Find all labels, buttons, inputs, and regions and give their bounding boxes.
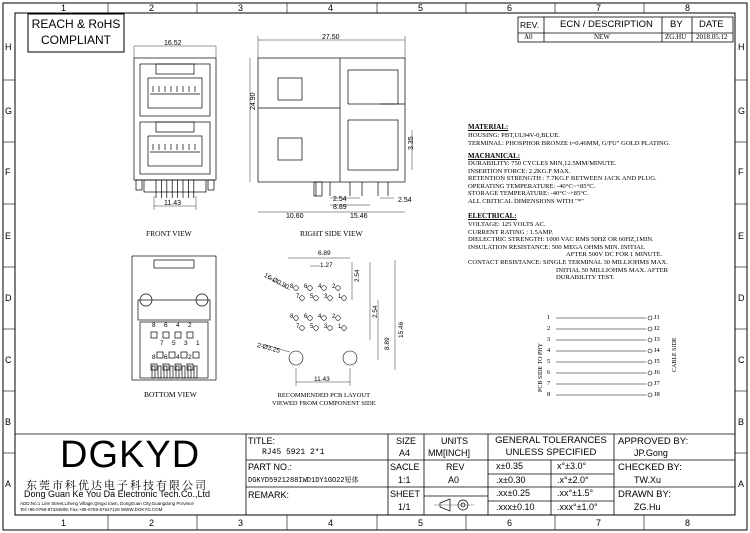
- dim-side-right: 3.35: [408, 136, 415, 150]
- shield-tab: [136, 180, 142, 190]
- bottom-pin-number: 1: [196, 340, 200, 347]
- zone-row-label: A: [5, 479, 12, 489]
- ecn-header: ECN / DESCRIPTION: [560, 19, 653, 30]
- zone-column-label: 5: [418, 3, 424, 13]
- zone-row-label: H: [5, 42, 12, 52]
- bottom-pad: [187, 332, 193, 338]
- dim-side-c: 2.54: [398, 197, 412, 204]
- zone-column-label: 4: [328, 518, 334, 528]
- schematic-pin-right: J3: [654, 336, 660, 343]
- pcb-hole: [308, 286, 313, 291]
- pcb-hole: [300, 296, 305, 301]
- schematic-node: [648, 316, 652, 320]
- schematic-node: [648, 349, 652, 353]
- schematic-pin-left: 8: [547, 391, 551, 398]
- zone-row-label: A: [738, 479, 745, 489]
- spec-line: TERMINAL: PHOSPHOR BRONZE t=0.46MM, G/FU" GOLD PLATING.: [468, 139, 671, 147]
- bottom-lead: [188, 366, 191, 378]
- spec-line: INITIAL 50 MILLIOHMS MAX. AFTER: [556, 266, 669, 274]
- pcb-pin-number: 8: [290, 284, 294, 290]
- schematic-pin-right: J1: [654, 314, 660, 321]
- spec-line: CURRENT RATING : 1.5AMP.: [468, 228, 554, 236]
- company-name-en: Dong Guan Ke You Da Electronic Tech.Co.,Ltd: [24, 489, 210, 499]
- zone-row-label: D: [5, 293, 12, 303]
- tolerance-angular: x°±3.0°: [557, 461, 587, 471]
- bottom-lead: [158, 366, 161, 378]
- spec-line: RETENTION STRENGTH : 7.7KG.F BETWEEN JACK AND PLUG.: [468, 175, 657, 183]
- pcb-pin-number: 6: [304, 284, 308, 290]
- sheet-value: 1/1: [398, 502, 411, 512]
- schematic-pin-right: J5: [654, 358, 660, 365]
- schematic-drawing: [556, 316, 652, 397]
- bottom-lead: [164, 366, 167, 378]
- pcb-hole: [328, 326, 333, 331]
- bottom-view-drawing: [132, 256, 216, 380]
- bottom-pad: [157, 352, 163, 358]
- zone-row-label: F: [5, 167, 11, 177]
- bottom-pin-number: 2: [188, 322, 192, 329]
- tolerances-title: GENERAL TOLERANCES UNLESS SPECIFIED: [495, 435, 607, 458]
- pcb-hole: [322, 316, 327, 321]
- drawn-label: DRAWN BY:: [618, 489, 671, 500]
- zone-row-label: F: [738, 167, 744, 177]
- spec-line: VOLTAGE: 125 VOLTS AC.: [468, 221, 546, 228]
- zone-row-label: B: [5, 417, 12, 427]
- tolerance-angular: .xxx°±1.0°: [557, 502, 598, 512]
- dim-pcb-top1: 6.89: [318, 250, 331, 257]
- bottom-pin-number: 6: [164, 322, 168, 329]
- pcb-pin-number: 5: [310, 324, 314, 330]
- pcb-pin-number: 4: [318, 284, 322, 290]
- schematic-pin-left: 3: [547, 336, 551, 343]
- schematic-pin-left: 1: [547, 314, 551, 321]
- zone-column-label: 2: [149, 3, 155, 13]
- bottom-lead: [176, 366, 179, 378]
- bottom-pin-number: 3: [184, 340, 188, 347]
- pcb-pin-number: 3: [324, 294, 328, 300]
- schematic-pin-right: J6: [654, 369, 660, 376]
- dim-side-height: 24.90: [250, 92, 257, 110]
- pcb-pin-number: 7: [296, 294, 300, 300]
- zone-column-label: 2: [149, 518, 155, 528]
- part-no-value: DGKYD5921288IWD1DY1GO22短体: [248, 477, 359, 485]
- checked-value: TW.Xu: [634, 475, 662, 485]
- zone-column-label: 4: [328, 3, 334, 13]
- schematic-pin-left: 7: [547, 380, 551, 387]
- pcb-pin-number: 5: [310, 294, 314, 300]
- spec-line: DURABILITY: 750 CYCLES MIN,12.5MM/MINUTE.: [468, 160, 617, 167]
- title-label: TITLE:: [248, 436, 276, 446]
- pcb-pin-number: 8: [290, 314, 294, 320]
- spec-line: INSERTION FORCE: 2.2KG.F MAX.: [468, 167, 571, 175]
- zone-column-label: 8: [685, 518, 691, 528]
- pcb-pin-number: 1: [338, 324, 342, 330]
- schematic-pin-left: 5: [547, 358, 551, 365]
- bottom-pin-number: 7: [160, 340, 164, 347]
- zone-row-label: C: [738, 355, 745, 365]
- pcb-hole: [322, 286, 327, 291]
- dim-front-bottom: 11.43: [164, 200, 181, 207]
- schematic-right-label: CABLE SIDE: [672, 337, 678, 372]
- pcb-pin-number: 1: [338, 294, 342, 300]
- dim-pcb-top2: 1.27: [320, 262, 333, 269]
- bottom-pad: [175, 332, 181, 338]
- zone-column-label: 3: [238, 3, 244, 13]
- spec-line: STORAGE TEMPERATURE: -40°C~+85°C.: [468, 190, 589, 198]
- zone-row-label: G: [5, 106, 13, 116]
- pcb-hole: [308, 316, 313, 321]
- bottom-lead: [170, 366, 173, 378]
- dim-pcb-right2: 2.54: [372, 305, 379, 318]
- bottom-pad: [163, 332, 169, 338]
- schematic-node: [648, 382, 652, 386]
- pcb-hole: [294, 286, 299, 291]
- dim-pcb-right1: 2.54: [354, 269, 361, 282]
- schematic-pin-left: 2: [547, 325, 551, 332]
- dim-pcb-holes-big: 2-Ø3.25: [256, 342, 281, 355]
- bottom-pin-number: 6: [164, 354, 168, 361]
- units-label: UNITS: [441, 436, 468, 446]
- zone-column-label: 6: [507, 3, 513, 13]
- spec-line: DIELECTRIC STRENGTH: 1000 VAC RMS 50HZ OR 60HZ,1MIN.: [468, 236, 654, 244]
- bottom-pad: [169, 352, 175, 358]
- pcb-hole: [336, 316, 341, 321]
- pcb-hole: [342, 326, 347, 331]
- ecn-value: NEW: [594, 33, 610, 41]
- pcb-pin-number: 7: [296, 324, 300, 330]
- schematic-node: [648, 338, 652, 342]
- spec-line: DURABILITY TEST.: [556, 274, 615, 282]
- post-peg: [314, 182, 322, 196]
- right-view-label: RIGHT SIDE VIEW: [300, 229, 363, 238]
- company-address: ADD:No.1 Lirie Street,Liheng Village,Qingxi town, DongGuan City,Guangdong Province: [20, 501, 194, 506]
- zone-row-label: E: [5, 231, 12, 241]
- tolerance-linear: x±0.35: [496, 461, 523, 471]
- zone-row-label: C: [5, 355, 12, 365]
- pcb-pin-number: 2: [332, 284, 336, 290]
- company-logo: DGKYD: [60, 434, 201, 476]
- tolerance-angular: .xx°±1.5°: [557, 488, 594, 498]
- schematic-pin-right: J7: [654, 380, 660, 387]
- bottom-pin-number: 4: [176, 322, 180, 329]
- spec-line: CONTACT RESISTANCE: SINGLE TERMINAL 30 MILLIOHMS MAX.: [468, 259, 668, 266]
- schematic-pin-right: J4: [654, 347, 660, 354]
- dim-pcb-bottom: 11.43: [314, 376, 330, 383]
- approved-label: APPROVED BY:: [618, 436, 689, 447]
- schematic-node: [648, 360, 652, 364]
- pcb-hole: [342, 296, 347, 301]
- zone-column-label: 5: [418, 518, 424, 528]
- tolerance-angular: .x°±2.0°: [557, 475, 589, 485]
- front-view-label: FRONT VIEW: [146, 229, 192, 238]
- right-side-view-drawing: [250, 36, 412, 212]
- zone-column-label: 3: [238, 518, 244, 528]
- schematic-pin-right: J8: [654, 391, 660, 398]
- rev-header: REV.: [520, 20, 540, 30]
- zone-column-label: 8: [685, 3, 691, 13]
- dim-side-d: 15.46: [350, 213, 368, 220]
- pcb-layout-label: RECOMMENDED PCB LAYOUT VIEWED FROM COMPONENT SIDE: [272, 392, 376, 407]
- bottom-pin-number: 8: [152, 354, 156, 361]
- dim-side-a: 2.54: [333, 196, 347, 203]
- dim-side-depth: 27.50: [322, 34, 340, 41]
- bottom-pad: [193, 352, 199, 358]
- title-value: RJ45 5921 2*1: [262, 448, 325, 457]
- pcb-pin-number: 6: [304, 314, 308, 320]
- pcb-hole: [314, 326, 319, 331]
- dim-pcb-holes-top: 16-Ø0.90: [262, 272, 290, 291]
- company-name-cn: 东莞市科优达电子科技有限公司: [26, 480, 208, 492]
- reach-compliance-text: REACH & RoHS COMPLIANT: [31, 17, 121, 47]
- date-value: 2018.05.12: [696, 33, 728, 41]
- bottom-pin-number: 2: [188, 354, 192, 361]
- bottom-pad: [151, 332, 157, 338]
- projection-symbol: [434, 499, 474, 511]
- schematic-node: [648, 393, 652, 397]
- company-contact: Tel:+86-0769-87334608; Fax:+86-0769-87647129 WWW.DGKYD.COM: [20, 507, 163, 512]
- rev-block-value: A0: [448, 475, 460, 485]
- pcb-hole: [314, 296, 319, 301]
- by-value: ZG.HU: [665, 33, 687, 41]
- spec-line: INSULATION RESISTANCE: 500 MEGA OHMS MIN. INITIAL: [468, 243, 645, 251]
- size-value: A4: [399, 448, 411, 458]
- rev-label: REV: [446, 462, 465, 472]
- tolerance-linear: .x±0.30: [496, 475, 526, 485]
- dim-pcb-right3: 15.46: [398, 321, 405, 338]
- pcb-hole: [328, 296, 333, 301]
- bottom-lead: [152, 366, 155, 378]
- scale-value: 1:1: [398, 475, 411, 485]
- zone-row-label: D: [738, 293, 745, 303]
- zone-column-label: 7: [596, 518, 602, 528]
- zone-column-label: 1: [61, 518, 67, 528]
- pcb-hole: [300, 326, 305, 331]
- bottom-view-label: BOTTOM VIEW: [144, 390, 197, 399]
- size-label: SIZE: [396, 436, 417, 446]
- spec-line: HOUSING: PBT,UL94V-0,BLUE.: [468, 132, 560, 139]
- bottom-pin-number: 8: [152, 322, 156, 329]
- spec-mechanical-title: MACHANICAL:: [468, 152, 521, 160]
- zone-row-label: B: [738, 417, 745, 427]
- schematic-pin-right: J2: [654, 325, 660, 332]
- shield-tab: [208, 180, 214, 190]
- dim-side-e: 10.60: [286, 213, 304, 220]
- sheet-label: SHEET: [390, 489, 421, 499]
- part-no-label: PART NO.:: [248, 462, 293, 472]
- schematic-node: [648, 327, 652, 331]
- front-view-drawing: [134, 46, 216, 210]
- spec-line: OPERATING TEMPERATURE: -40°C~+85°C.: [468, 182, 596, 190]
- bottom-pin-number: 4: [176, 354, 180, 361]
- bottom-lead: [182, 366, 185, 378]
- tolerance-linear: .xxx±0.10: [496, 502, 535, 512]
- bottom-pin-number: 5: [172, 340, 176, 347]
- zone-row-label: E: [738, 231, 745, 241]
- schematic-pin-left: 4: [547, 347, 551, 354]
- spec-electrical-title: ELECTRICAL:: [468, 212, 517, 220]
- pcb-hole: [294, 316, 299, 321]
- dim-front-width: 16.52: [164, 40, 182, 47]
- zone-row-label: G: [738, 106, 746, 116]
- units-value: MM[INCH]: [428, 448, 470, 458]
- schematic-pin-left: 6: [547, 369, 551, 376]
- bottom-pad: [181, 352, 187, 358]
- dim-pcb-right4: 8.89: [384, 337, 391, 350]
- bottom-lead: [194, 366, 197, 378]
- zone-column-label: 7: [596, 3, 602, 13]
- zone-column-label: 1: [61, 3, 67, 13]
- spec-line: AFTER 500V DC FOR 1 MINUTE.: [566, 251, 663, 259]
- checked-label: CHECKED BY:: [618, 462, 682, 473]
- rev-value: A0: [524, 33, 533, 41]
- approved-value: JP.Gong: [634, 448, 668, 458]
- tolerance-linear: .xx±0.25: [496, 488, 530, 498]
- pcb-pin-number: 3: [324, 324, 328, 330]
- drawn-value: ZG.Hu: [634, 502, 661, 512]
- schematic-left-label: PCB SIDE TO PHY: [538, 343, 544, 392]
- spec-material-title: MATERIAL:: [468, 123, 509, 131]
- schematic-node: [648, 371, 652, 375]
- zone-column-label: 6: [507, 518, 513, 528]
- zone-row-label: H: [738, 42, 745, 52]
- remark-label: REMARK:: [248, 490, 290, 500]
- dim-side-b: 8.89: [333, 204, 347, 211]
- scale-label: SACLE: [390, 462, 420, 472]
- pcb-hole: [336, 286, 341, 291]
- pcb-pin-number: 2: [332, 314, 336, 320]
- date-header: DATE: [699, 19, 724, 30]
- by-header: BY: [670, 19, 683, 30]
- pcb-layout-drawing: [262, 258, 395, 386]
- spec-line: ALL CRITICAL DIMENSIONS WITH "*": [468, 198, 584, 205]
- pcb-pin-number: 4: [318, 314, 322, 320]
